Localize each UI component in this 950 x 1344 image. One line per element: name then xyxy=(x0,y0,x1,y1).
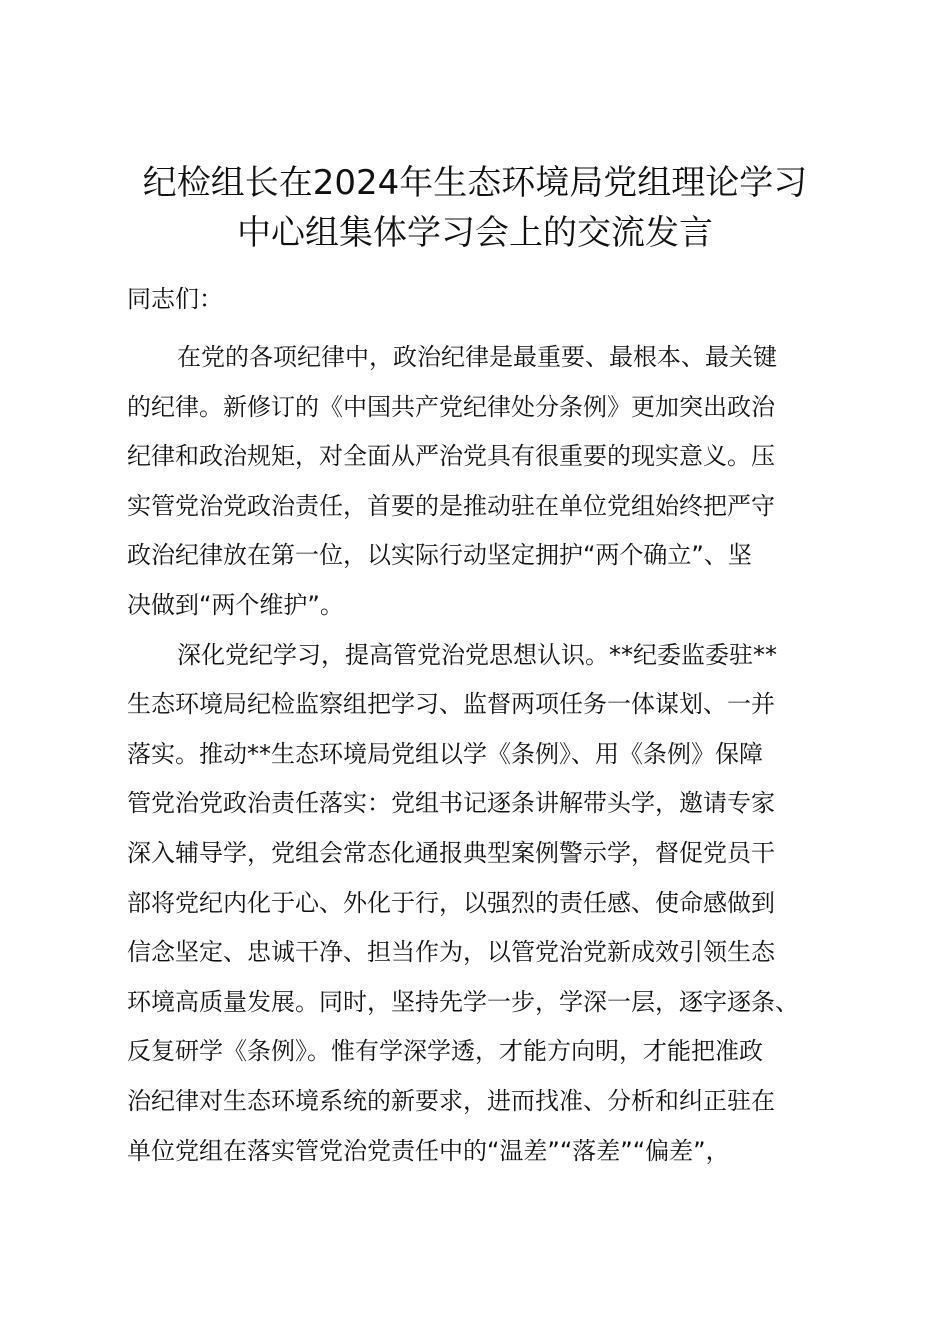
paragraph-line: 纪律和政治规矩，对全面从严治党具有很重要的现实意义。压 xyxy=(127,442,775,471)
title-line-1: 纪检组长在2024年生态环境局党组理论学习 xyxy=(142,163,808,203)
paragraph-line: 部将党纪内化于心、外化于行，以强烈的责任感、使命感做到 xyxy=(127,888,775,917)
paragraph-line: 决做到“两个维护”。 xyxy=(127,590,344,619)
paragraph-line: 深化党纪学习，提高管党治党思想认识。**纪委监委驻** xyxy=(177,640,777,669)
paragraph-line: 管党治党政治责任落实：党组书记逐条讲解带头学，邀请专家 xyxy=(127,789,775,818)
document-title xyxy=(60,158,890,258)
paragraph-1 xyxy=(127,333,837,631)
title-line-2: 中心组集体学习会上的交流发言 xyxy=(237,213,713,253)
paragraph-line: 在党的各项纪律中，政治纪律是最重要、最根本、最关键 xyxy=(177,343,777,371)
paragraph-line: 治纪律对生态环境系统的新要求，进而找准、分析和纠正驻在 xyxy=(127,1086,775,1115)
salutation: 同志们： xyxy=(127,285,223,313)
paragraph-line: 落实。推动**生态环境局党组以学《条例》、用《条例》保障 xyxy=(127,739,763,768)
paragraph-line: 深入辅导学，党组会常态化通报典型案例警示学，督促党员干 xyxy=(127,838,775,867)
paragraph-line: 反复研学《条例》。惟有学深学透，才能方向明，才能把准政 xyxy=(127,1037,763,1066)
document-body xyxy=(127,333,837,1176)
paragraph-line: 单位党组在落实管党治党责任中的“温差”“落差”“偏差”， xyxy=(127,1136,730,1165)
paragraph-line: 信念坚定、忠诚干净、担当作为，以管党治党新成效引领生态 xyxy=(127,938,775,967)
paragraph-line: 生态环境局纪检监察组把学习、监督两项任务一体谋划、一并 xyxy=(127,690,775,719)
paragraph-line: 政治纪律放在第一位，以实际行动坚定拥护“两个确立”、坚 xyxy=(127,541,752,570)
paragraph-line: 实管党治党政治责任，首要的是推动驻在单位党组始终把严守 xyxy=(127,491,775,520)
paragraph-line: 环境高质量发展。同时，坚持先学一步，学深一层，逐字逐条、 xyxy=(127,987,799,1016)
paragraph-line: 的纪律。新修订的《中国共产党纪律处分条例》更加突出政治 xyxy=(127,392,775,421)
paragraph-2 xyxy=(127,631,837,1177)
